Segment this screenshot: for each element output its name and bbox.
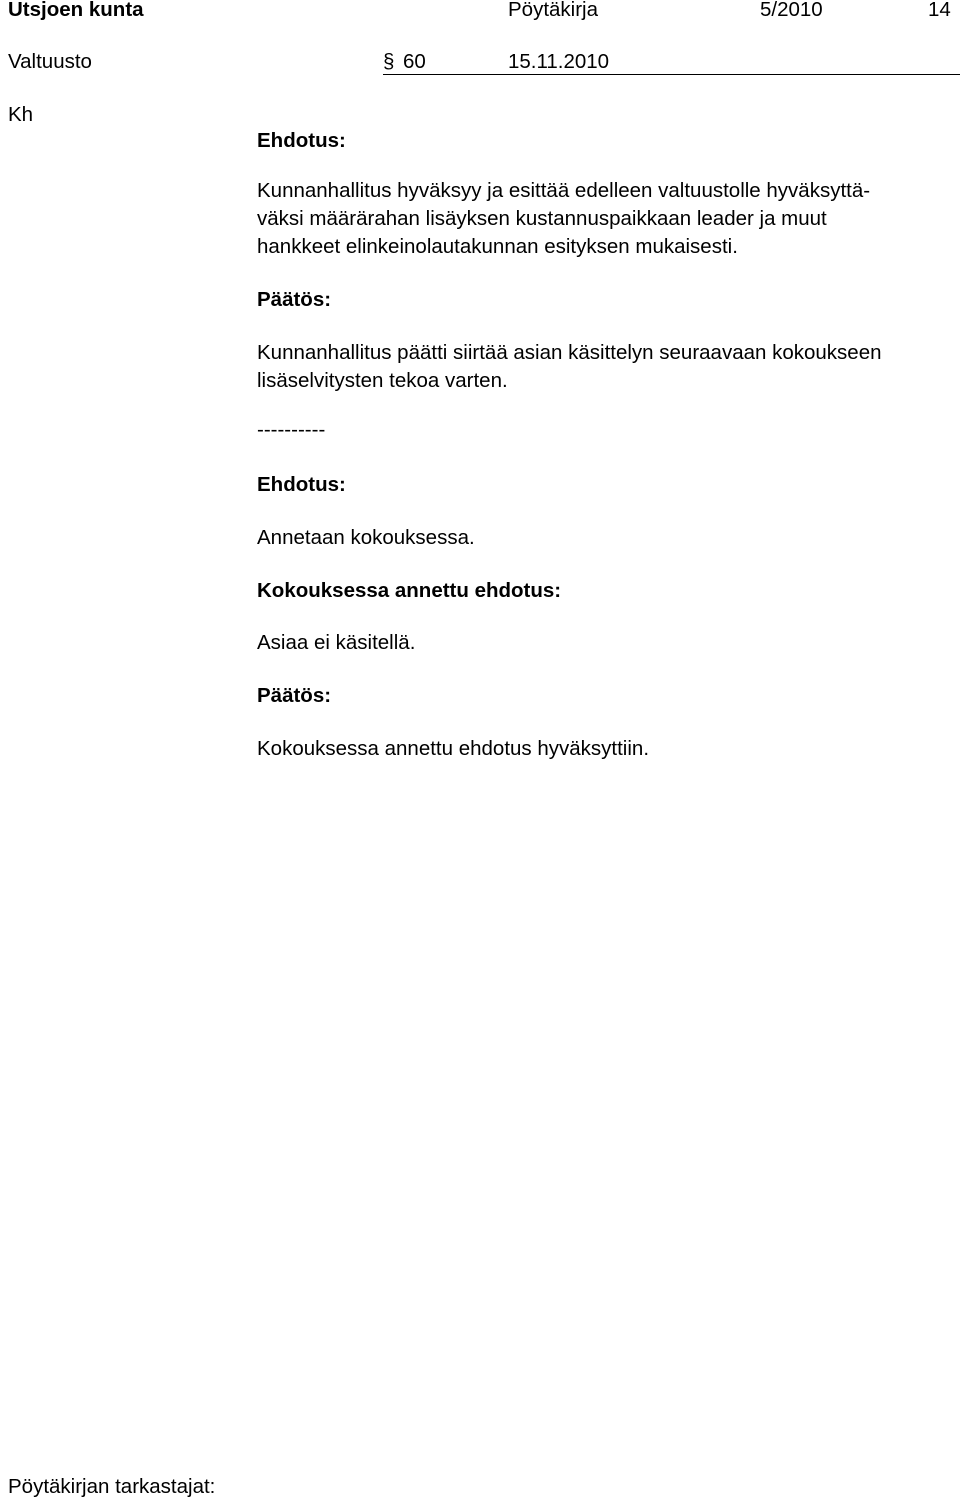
proposal-heading: Ehdotus: <box>257 129 346 152</box>
document-type: Pöytäkirja <box>508 0 599 21</box>
separator-line: ---------- <box>257 418 326 441</box>
meeting-proposal-heading: Kokouksessa annettu ehdotus: <box>257 579 562 602</box>
municipality-name: Utsjoen kunta <box>8 0 144 21</box>
header-rule <box>383 74 960 75</box>
body-prefix: Kh <box>8 103 34 126</box>
decision-heading: Päätös: <box>257 288 332 311</box>
proposal-heading-2: Ehdotus: <box>257 473 346 496</box>
decision-paragraph <box>257 339 960 395</box>
minutes-reviewers-label: Pöytäkirjan tarkastajat: <box>8 1475 216 1498</box>
meeting-date: 15.11.2010 <box>508 50 610 73</box>
proposal-text-2: Annetaan kokouksessa. <box>257 526 475 549</box>
proposal-line: Kunnanhallitus hyväksyy ja esittää edelleen valtuustolle hyväksyttä- <box>257 179 871 202</box>
proposal-line: väksi määrärahan lisäyksen kustannuspaikkaan leader ja muut <box>257 207 827 230</box>
decision-heading-2: Päätös: <box>257 684 332 707</box>
meeting-proposal-text: Asiaa ei käsitellä. <box>257 631 416 654</box>
decision-text-2: Kokouksessa annettu ehdotus hyväksyttiin. <box>257 737 650 760</box>
section-number: 60 <box>403 50 426 73</box>
proposal-line: hankkeet elinkeinolautakunnan esityksen mukaisesti. <box>257 235 738 258</box>
decision-line: lisäselvitysten tekoa varten. <box>257 369 508 392</box>
organ-name: Valtuusto <box>8 50 92 73</box>
page-number: 14 <box>928 0 951 21</box>
section-sign: § <box>383 50 395 73</box>
document-number: 5/2010 <box>760 0 823 21</box>
proposal-paragraph <box>257 177 960 261</box>
decision-line: Kunnanhallitus päätti siirtää asian käsittelyn seuraavaan kokoukseen <box>257 341 882 364</box>
